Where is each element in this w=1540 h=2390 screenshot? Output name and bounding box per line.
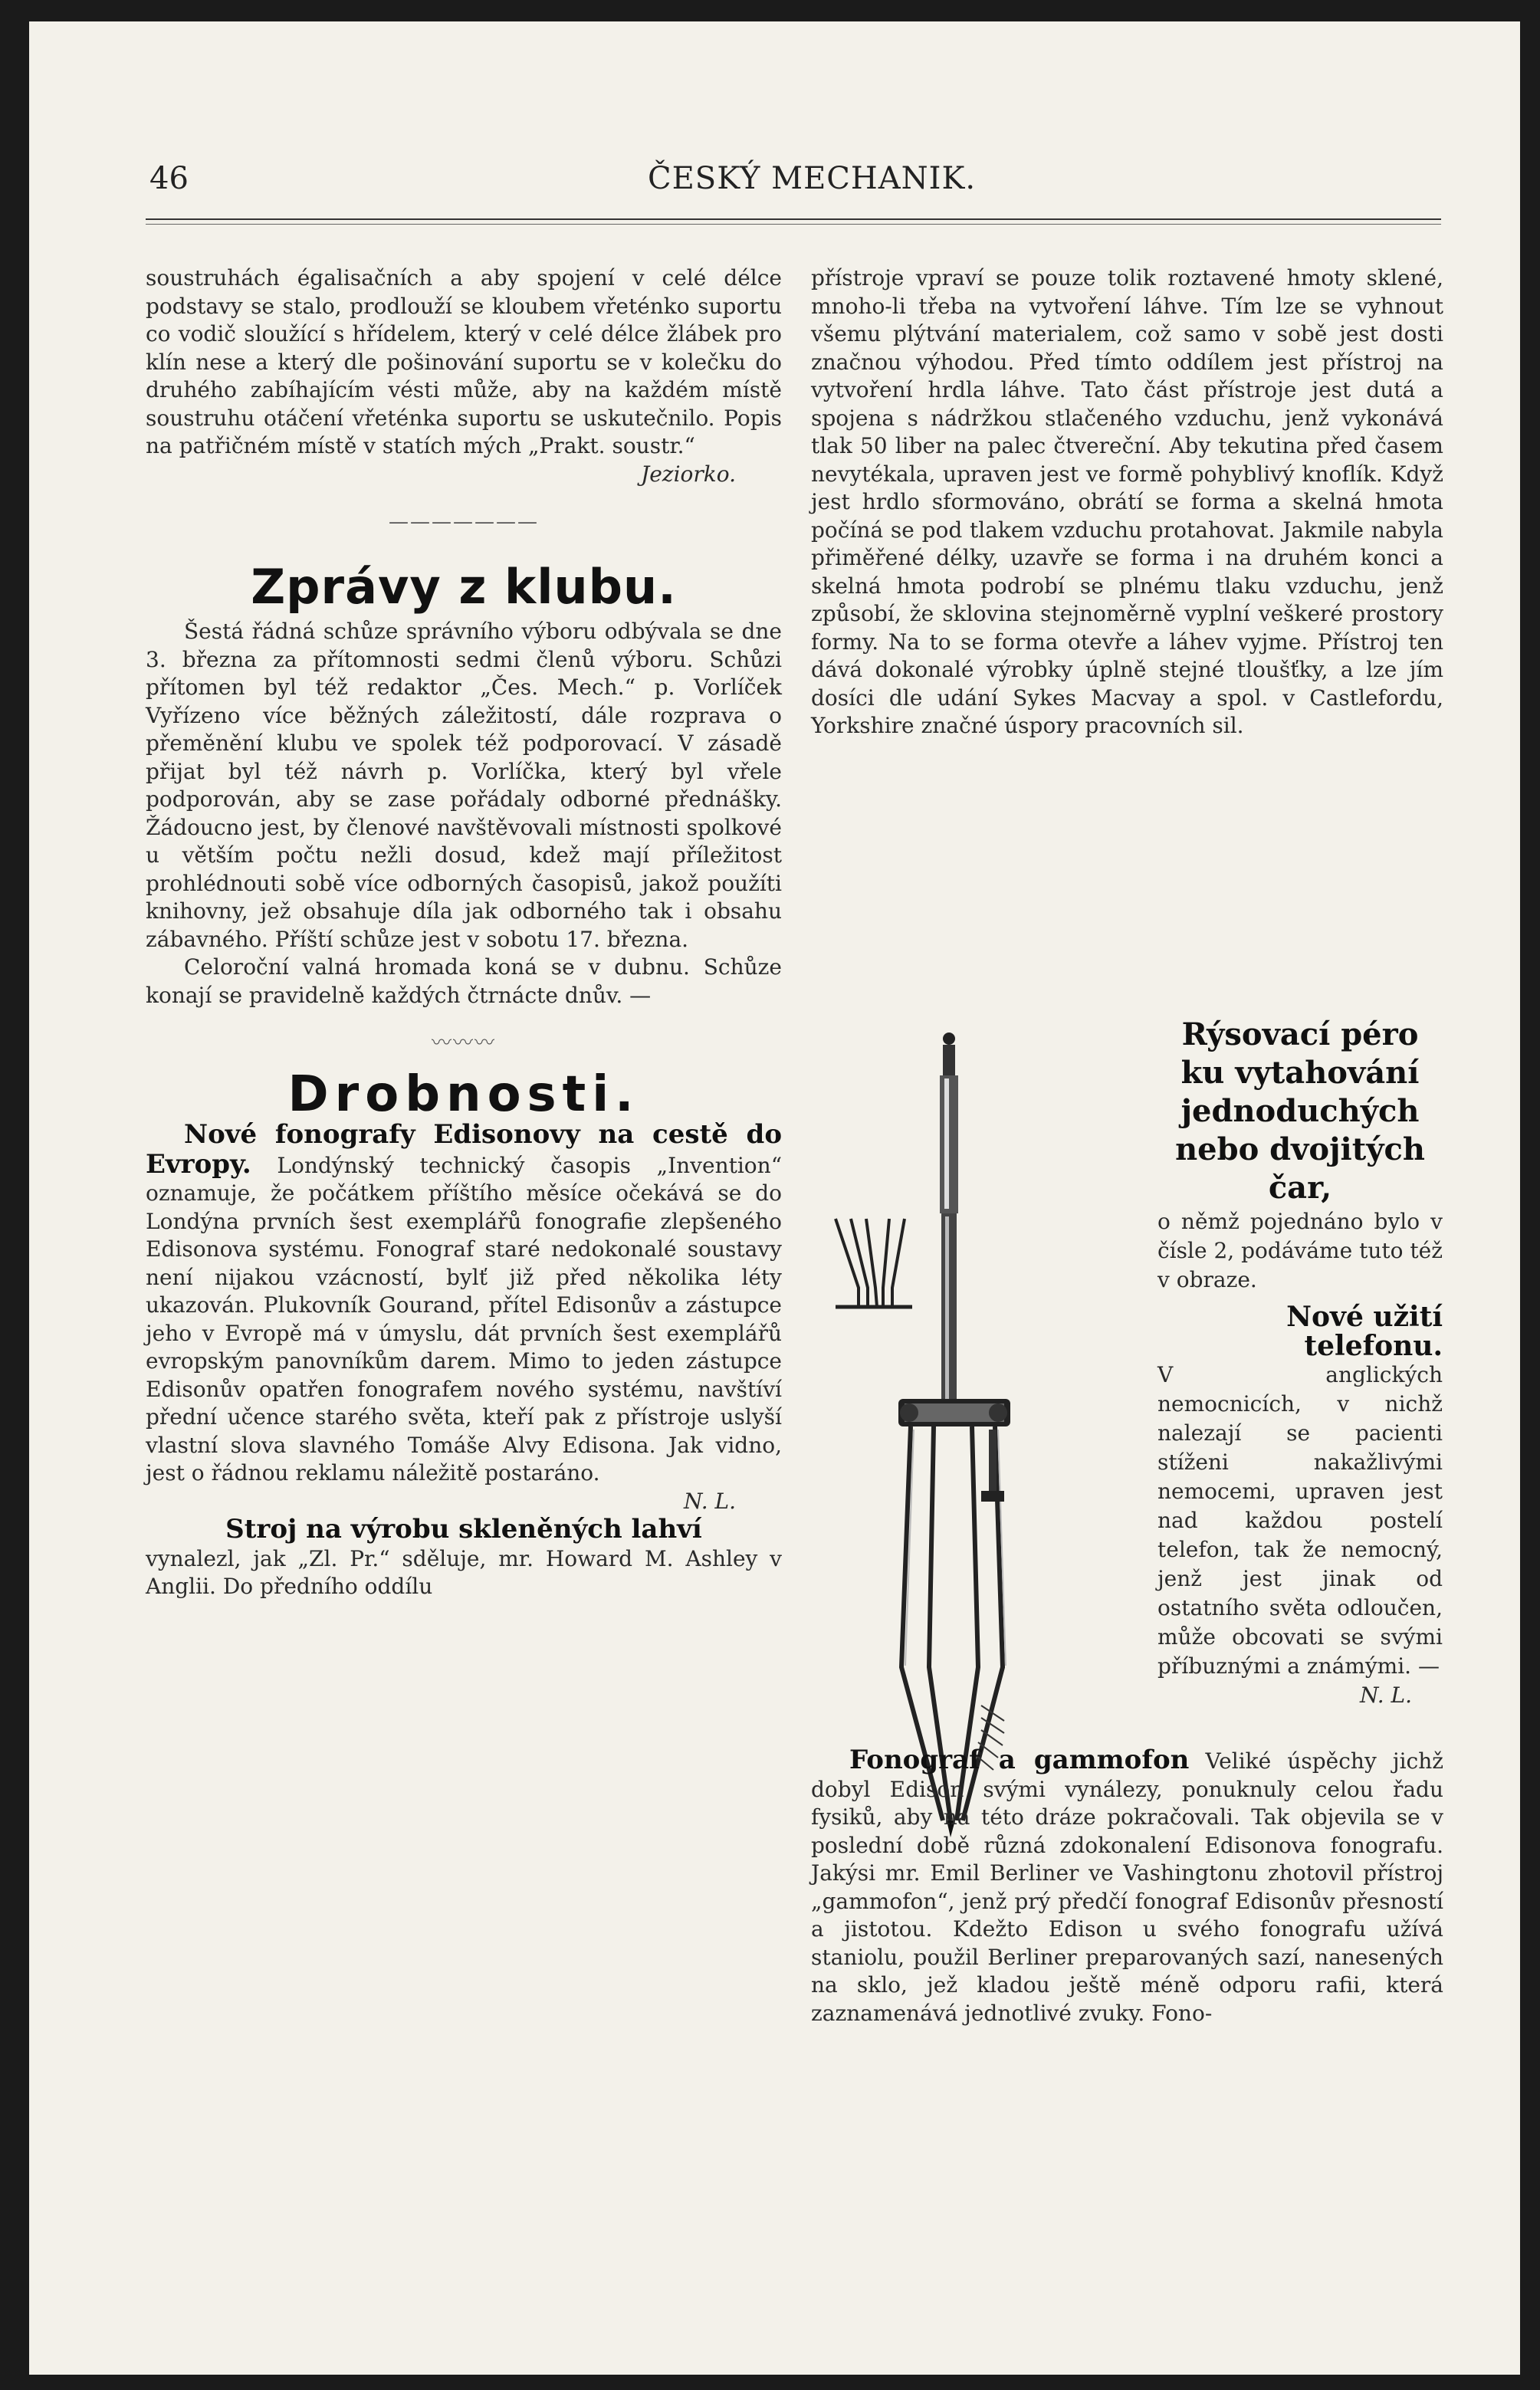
header-rule <box>146 218 1441 220</box>
intro-paragraph: soustruhách égalisačních a aby spojení v celé délce podstavy se stalo, prodlouží se kloubem vřeténko suportu co vodič sloužící s hřídelem, který v celé délce žlábek pro klín nese a který dle pošinování suportu se v kolečku do druhého zabíhajícím vésti může, aby na každém místě soustruhu otáčení vřeténka suportu se uskutečnilo. Popis na patřičném místě v statích mých „Prakt. soustr.“ <box>146 265 782 458</box>
journal-title: ČESKÝ MECHANIK. <box>648 161 977 196</box>
telefon-article-title: Nové užití telefonu. <box>1286 1301 1443 1362</box>
stroj-article-continued: přístroje vpraví se pouze tolik roztavené hmoty sklené, mnoho-li třeba na vytvoření láhve. Tím lze se vyhnout všemu plýtvání materialem, což samo v sobě jest dosti značnou výhodou. Před tímto oddílem jest přístroj na vytvoření hrdla láhve. Tato část přístroje jest dutá a spojena s nádržkou stlačeného vzduchu, jenž vykonává tlak 50 liber na palec čtvereční. Aby tekutina před časem nevytékala, upraven jest ve formě pohyblivý knoflík. Když jest hrdlo sformováno, obrátí se forma a skelná hmota počíná se pod tlakem vzduchu protahovat. Jakmile nabyla přiměřené délky, uzavře se forma i na druhém konci a skelná hmota podrobí se plnému tlaku vzduchu, jenž způsobí, že sklovina stejnoměrně vyplní veškeré prostory formy. Na to se forma otevře a láhev vyjme. Přístroj ten dává dokonalé výrobky úplně stejné tloušťky, a lze jím dosíci dle udání Sykes Macvay a spol. v Castlefordu, Yorkshire značné úspory pracovních sil. <box>811 265 1443 738</box>
fonograf-article <box>146 1121 782 1488</box>
stroj-article-text: vynalezl, jak „Zl. Pr.“ sděluje, mr. Howard M. Ashley v Anglii. Do předního oddílu <box>146 1545 782 1599</box>
right-column <box>811 264 1443 740</box>
wavy-ornament: 〰〰〰 <box>431 1032 496 1055</box>
gammofon-article-text: Veliké úspěchy jichž dobyl Edison svými vynálezy, ponuknuly celou řadu fysiků, aby na této dráze pokračovali. Tak objevila se v poslední době různá zdokonalení Edisonova fonografu. Jakýsi mr. Emil Berliner ve Vashingtonu zhotovil přístroj „gammofon“, jenž prý předčí fonograf Edisonův přesností a jistotou. Kdežto Edison u svého fonografu užívá staniolu, použil Berliner preparovaných sazí, nanesených na sklo, jež kladou ještě méně odporu rafii, která zaznamenává jednotlivé zvuky. Fono- <box>811 1748 1444 2026</box>
club-news-paragraph: Šestá řádná schůze správního výboru odbývala se dne 3. března za přítomnosti sedmi členů výboru. Schůzi přítomen byl též redaktor „Čes. Mech.“ p. Vorlíček Vyřízeno více běžných záležitostí, dále rozprava o přeměnění klubu ve spolek též podporovací. V zásadě přijat byl též návrh p. Vorlíčka, který byl vřele podporován, aby se zase pořádaly odborné přednášky. Žádoucno jest, by členové navštěvovali místnosti spolkové u větším počtu nežli dosud, kdež mají příležitost prohlédnouti sobě více odborných časopisů, jakož použíti knihovny, jež obsahuje díla jak odborného tak i obsahu zábavného. Příští schůze jest v sobotu 17. března. <box>146 619 782 952</box>
telefon-signature: N. L. <box>1359 1683 1412 1708</box>
fonograf-article-title: Nové fonografy Edisonovy na cestě do Evropy. <box>146 1119 782 1180</box>
stroj-article-title-line <box>146 1515 782 1545</box>
pen-caption-block <box>1157 1016 1443 1710</box>
drobnosti-heading: Drobnosti. <box>287 1065 640 1123</box>
gammofon-article-title: Fonograf a gammofon <box>849 1745 1190 1775</box>
divider-line: ——————— <box>389 511 539 533</box>
left-column <box>146 264 782 1601</box>
page-number: 46 <box>149 161 189 196</box>
telefon-article-text: V anglických nemocnicích, v nichž nalezají se pacienti stíženi nakažlivými nemocemi, upraven jest nad každou postelí telefon, tak že nemocný, jenž jest jinak od ostatního světa odloučen, může obcovati se svými příbuznými a známými. — <box>1157 1362 1443 1679</box>
club-news-paragraph-2: Celoroční valná hromada koná se v dubnu. Schůze konají se pravidelně každých čtrnácte dnův. — <box>146 954 782 1008</box>
stroj-article-title: Stroj na výrobu skleněných lahví <box>225 1514 702 1545</box>
fonograf-signature: N. L. <box>683 1488 736 1514</box>
drawing-pen-illustration <box>828 1031 1142 1840</box>
club-news-heading: Zprávy z klubu. <box>251 558 677 615</box>
pen-article-text: o němž pojednáno bylo v čísle 2, podáváme tuto též v obraze. <box>1157 1209 1443 1292</box>
fonograf-article-text: Londýnský technický časopis „Invention“ oznamuje, že počátkem příštího měsíce očekává se do Londýna prvních šest exemplářů fonografie zlepšeného Edisonova systému. Fonograf staré nedokonalé soustavy není nijakou vzácností, bylť již před několika léty ukazován. Plukovník Gourand, přítel Edisonův a zástupce jeho v Evropě má v úmyslu, dát prvních šest exemplářů evropským panovníkům darem. Mimo to jeden zástupce Edisonův opatřen fonografem nového systému, navštíví přední učence starého světa, kteří pak z přístroje uslyší vlastní slova slavného Tomáše Alvy Edisona. Jak vidno, jest o řádnou reklamu náležitě postaráno. <box>146 1152 783 1486</box>
header-rule-thin <box>146 224 1441 225</box>
gammofon-article <box>811 1725 1443 2049</box>
intro-signature: Jeziorko. <box>641 461 736 487</box>
page-header <box>119 161 1437 207</box>
pen-article-title: Rýsovací péro ku vytahování jednoduchých nebo dvojitých čar, <box>1175 1016 1425 1206</box>
